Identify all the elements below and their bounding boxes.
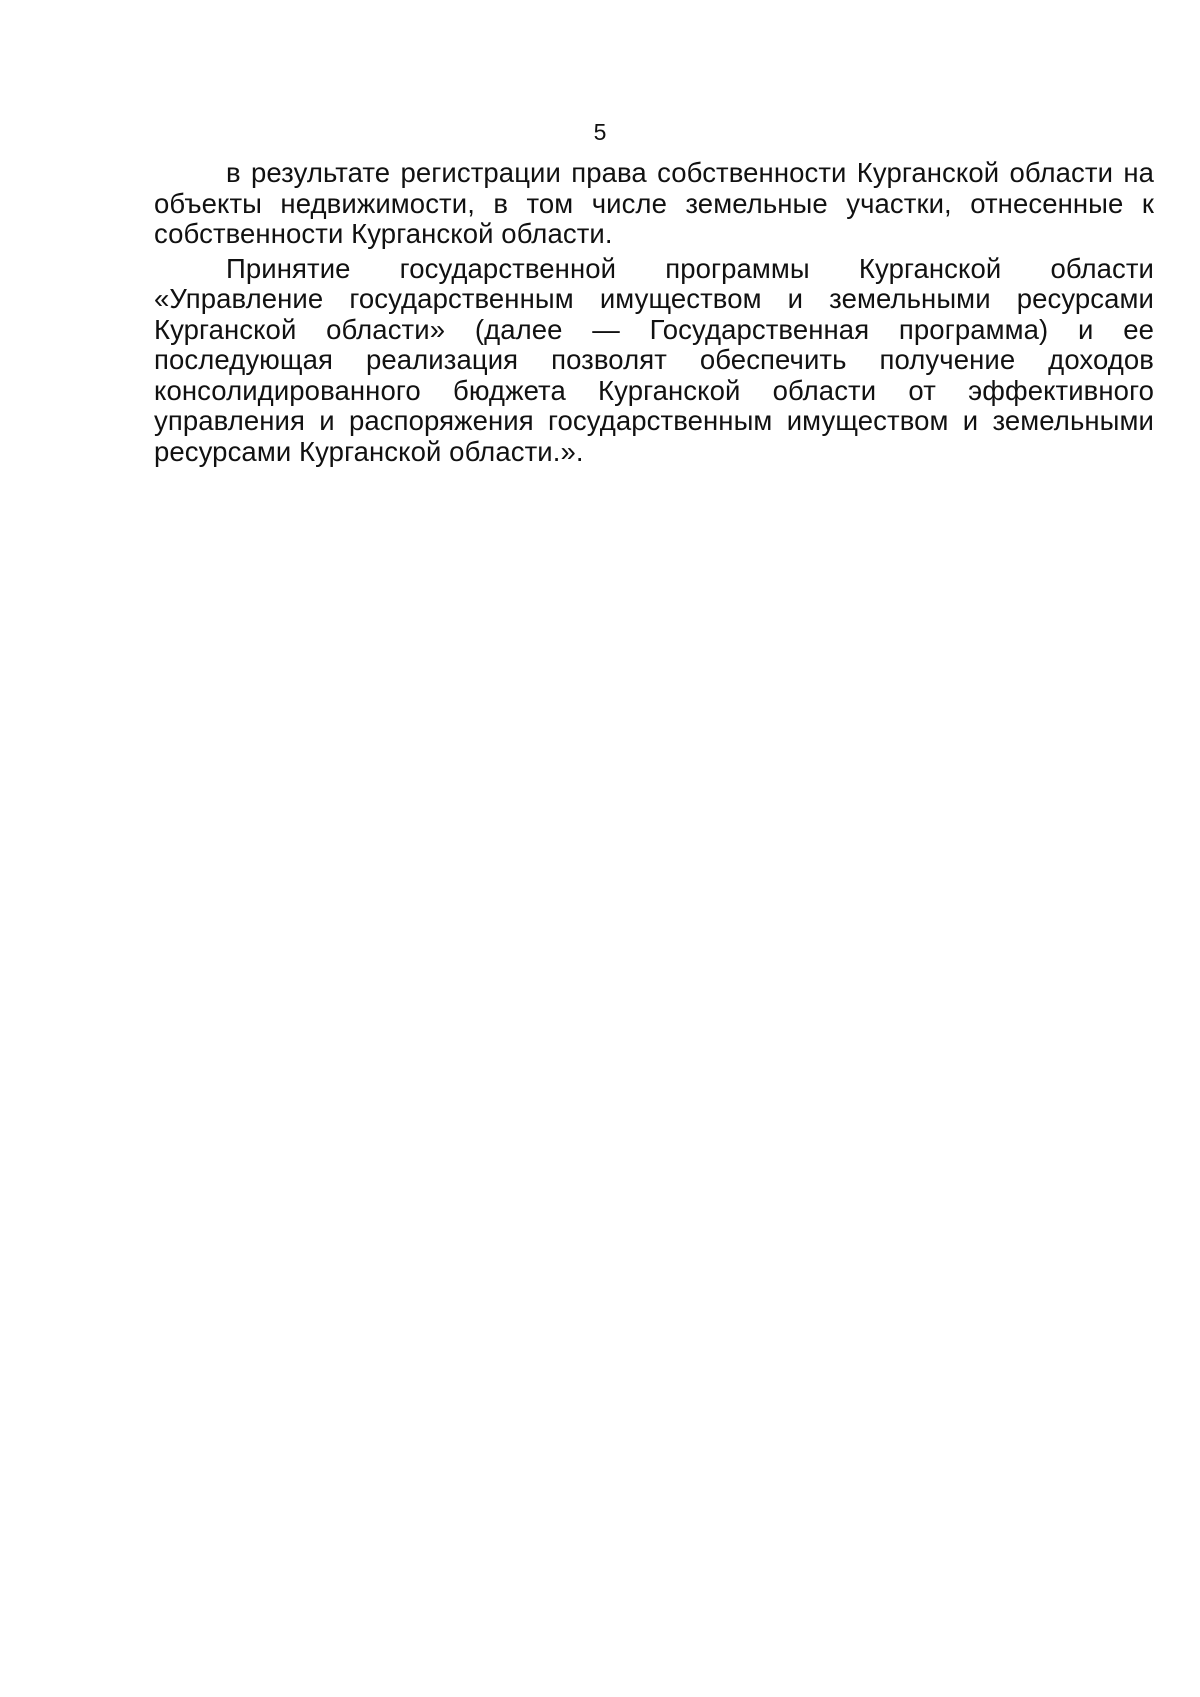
page-number: 5: [593, 119, 607, 145]
document-body: [154, 158, 1154, 467]
paragraph-state-program: Принятие государственной программы Курганской области «Управление государственным имуществом и земельными ресурсами Курганской области» (далее — Государственная программа) и ее последующая реализация позволят обеспечить получение доходов консолидированного бюджета Курганской области от эффективного управления и распоряжения государственным имуществом и земельными ресурсами Курганской области.».: [154, 252, 1154, 467]
paragraph-property-registration: в результате регистрации права собственности Курганской области на объекты недвижимости, в том числе земельные участки, отнесенные к собственности Курганской области.: [154, 157, 1154, 249]
